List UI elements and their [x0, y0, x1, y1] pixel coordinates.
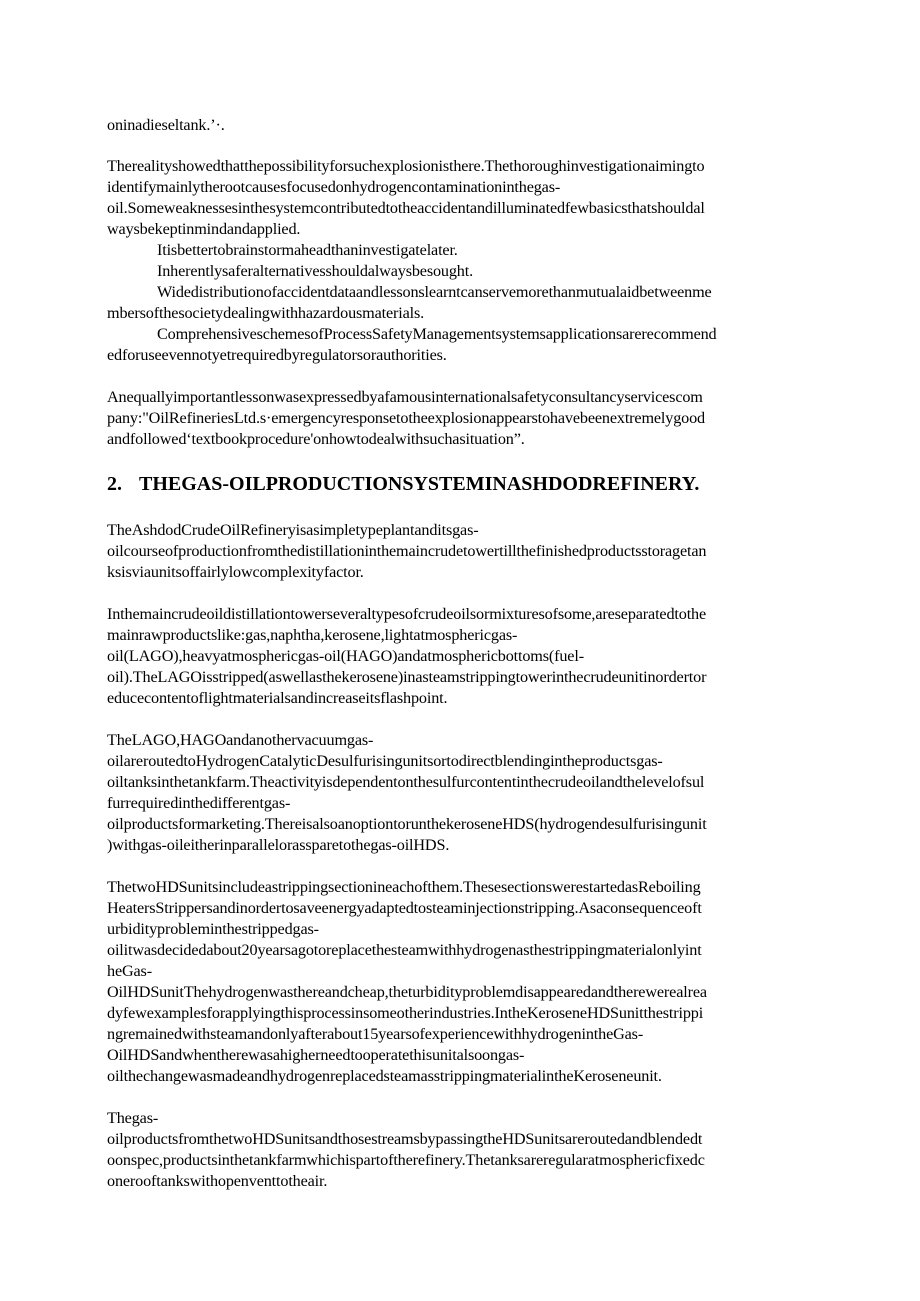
lesson-item: Inherentlysaferalternativesshouldalwaysbesought.: [157, 262, 473, 280]
lesson-item-continuation: edforuseevennotyetrequiredbyregulatorsorauthorities.: [107, 346, 447, 364]
intro-closing-line: oninadieseltank.’·.: [107, 116, 225, 134]
text-line: OilHDSandwhentherewasahigherneedtooperatethisunitalsoongas-: [107, 1046, 525, 1064]
text-line: oilproductsformarketing.ThereisalsoanoptiontorunthekeroseneHDS(hydrogendesulfurisingunit: [107, 815, 707, 833]
text-line: ThetwoHDSunitsincludeastrippingsectionineachofthem.ThesesectionswerestartedasReboiling: [107, 878, 701, 896]
text-line: waysbekeptinmindandapplied.: [107, 220, 301, 238]
lesson-item: Itisbettertobrainstormaheadthaninvestigatelater.: [157, 241, 458, 259]
section-heading: [107, 472, 699, 496]
text-line: oiltanksinthetankfarm.Theactivityisdependentonthesulfurcontentinthecrudeoilandthelevelofsul: [107, 773, 705, 791]
text-line: oonspec,productsinthetankfarmwhichispartoftherefinery.Thetanksareregularatmosphericfixedc: [107, 1151, 705, 1169]
text-line: furrequiredinthedifferentgas-: [107, 794, 291, 812]
text-line: identifymainlytherootcausesfocusedonhydrogencontaminationinthegas-: [107, 178, 561, 196]
text-line: onerooftankswithopenventtotheair.: [107, 1172, 328, 1190]
text-line: heGas-: [107, 962, 152, 980]
text-line: ngremainedwithsteamandonlyafterabout15yearsofexperiencewithhydrogenintheGas-: [107, 1025, 644, 1043]
text-line: OilHDSunitThehydrogenwasthereandcheap,theturbidityproblemdisappearedandtherewerealrea: [107, 983, 707, 1001]
lesson-item: Widedistributionofaccidentdataandlessonslearntcanservemorethanmutualaidbetweenme: [157, 283, 712, 301]
text-line: oilcourseofproductionfromthedistillationinthemaincrudetowertillthefinishedproductsstoragetan: [107, 542, 707, 560]
text-line: oilitwasdecidedabout20yearsagotoreplacethesteamwithhydrogenasthestrippingmaterialonlyint: [107, 941, 702, 959]
text-line: Therealityshowedthatthepossibilityforsuchexplosionisthere.Thethoroughinvestigationaimingto: [107, 157, 705, 175]
text-line: Inthemaincrudeoildistillationtowerseveraltypesofcrudeoilsormixturesofsome,areseparatedtothe: [107, 605, 707, 623]
text-line: andfollowed‘textbookprocedure'onhowtodealwithsuchasituation”.: [107, 430, 525, 448]
text-line: Anequallyimportantlessonwasexpressedbyafamousinternationalsafetyconsultancyservicescom: [107, 388, 703, 406]
text-line: HeatersStrippersandinordertosaveenergyadaptedtosteaminjectionstripping.Asaconsequenceoft: [107, 899, 702, 917]
lesson-item-continuation: mbersofthesocietydealingwithhazardousmaterials.: [107, 304, 425, 322]
text-line: oilareroutedtoHydrogenCatalyticDesulfurisingunitsortodirectblendingintheproductsgas-: [107, 752, 663, 770]
lesson-item: ComprehensiveschemesofProcessSafetyManagementsystemsapplicationsarerecommend: [157, 325, 717, 343]
text-line: dyfewexamplesforapplyingthisprocessinsomeotherindustries.IntheKeroseneHDSunitthestrippi: [107, 1004, 704, 1022]
text-line: TheLAGO,HAGOandanothervacuumgas-: [107, 731, 374, 749]
section-title: THEGAS-OILPRODUCTIONSYSTEMINASHDODREFINERY.: [139, 473, 700, 495]
text-line: educecontentoflightmaterialsandincreaseitsflashpoint.: [107, 689, 448, 707]
text-line: mainrawproductslike:gas,naphtha,kerosene,lightatmosphericgas-: [107, 626, 518, 644]
text-line: pany:"OilRefineriesLtd.s·emergencyresponsetotheexplosionappearstohavebeenextremelygood: [107, 409, 705, 427]
text-line: oil).TheLAGOisstripped(aswellasthekerosene)inasteamstrippingtowerinthecrudeunitinordertor: [107, 668, 707, 686]
text-line: )withgas-oileitherinparallelorassparetothegas-oilHDS.: [107, 836, 450, 854]
text-line: oilthechangewasmadeandhydrogenreplacedsteamasstrippingmaterialintheKeroseneunit.: [107, 1067, 662, 1085]
text-line: oil.Someweaknessesinthesystemcontributedtotheaccidentandilluminatedfewbasicsthatshouldal: [107, 199, 705, 217]
text-line: oilproductsfromthetwoHDSunitsandthosestreamsbypassingtheHDSunitsareroutedandblendedt: [107, 1130, 703, 1148]
text-line: ksisviaunitsoffairlylowcomplexityfactor.: [107, 563, 364, 581]
text-line: Thegas-: [107, 1109, 159, 1127]
text-line: urbidityprobleminthestrippedgas-: [107, 920, 319, 938]
text-line: TheAshdodCrudeOilRefineryisasimpletypeplantanditsgas-: [107, 521, 479, 539]
section-number: 2.: [107, 473, 122, 495]
text-line: oil(LAGO),heavyatmosphericgas-oil(HAGO)andatmosphericbottoms(fuel-: [107, 647, 584, 665]
